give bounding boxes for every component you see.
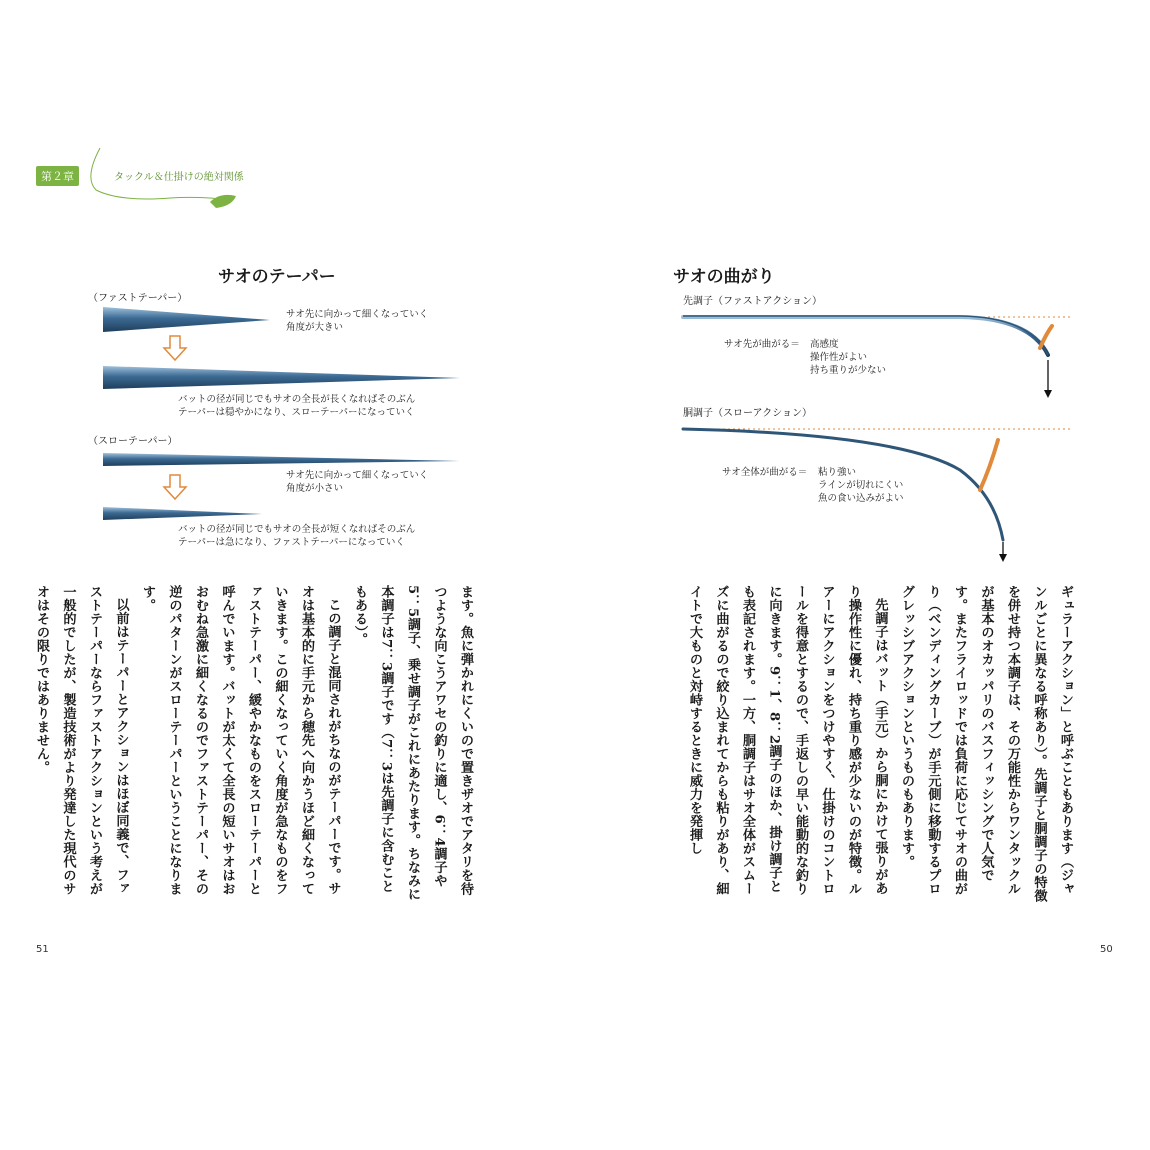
page-number-right: 50 [1100, 944, 1113, 955]
down-arrow-icon [164, 336, 186, 360]
body-paragraph: 先調子はバット（手元）から胴にかけて張りがあり操作性に優れ、持ち重り感が少ないのが特徴。ルアーにアクションをつけやすく、仕掛けのコントロールを得意とするので、手返しの早い能動的な釣りに向きます。9：1、8：2調子のほか、掛け調子とも表記されます。一方、胴調子はサオ全体がスムーズに曲がるので絞り込まれてからも粘りがあり、細イトで大ものと対峙するときに威力を発揮し [687, 585, 888, 896]
bend-arrow-icon [980, 440, 998, 490]
body-paragraph: ます。魚に弾かれにくいので置きザオでアタリを待つような向こうアワセの釣りに適し、6：4調子や5：5調子、乗せ調子がこれにあたります。ちなみに本調子は7：3調子です（7：3は先調子に含むこともある）。 [352, 585, 473, 901]
chapter-badge: 第２章 [36, 166, 79, 186]
rod-slow-taper [103, 453, 460, 466]
fast-action-note-lead: サオ先が曲がる＝ [724, 339, 800, 350]
body-paragraph: 以前はテーパーとアクションはほぼ同義で、ファストテーパーならファストアクションという考えが一般的でしたが、製造技術がより発達した現代のサオはその限りではありません。 [34, 585, 129, 896]
left-body-text [34, 585, 478, 905]
fast-long-note: バットの径が同じでもサオの全長が長くなればそのぶん テーパーは穏やかになり、スローテーパーになっていく [178, 394, 416, 418]
rod-fast-long [103, 366, 460, 389]
arrow-down-icon [999, 554, 1007, 562]
slow-taper-note: サオ先に向かって細くなっていく 角度が小さい [286, 470, 429, 494]
fast-taper-note: サオ先に向かって細くなっていく 角度が大きい [286, 309, 429, 333]
down-arrow-icon [164, 475, 186, 499]
chapter-leaf-icon [210, 195, 236, 208]
slow-action-label: 胴調子（スローアクション） [683, 408, 812, 419]
right-body-text [658, 585, 1078, 905]
slow-short-note: バットの径が同じでもサオの全長が短くなればそのぶん テーパーは急になり、ファストテーパーになっていく [178, 524, 416, 548]
arrow-down-icon [1044, 390, 1052, 398]
right-figure-title: サオの曲がり [673, 267, 775, 287]
slow-action-notes: 粘り強い ラインが切れにくい 魚の食い込みがよい [818, 467, 904, 504]
slow-action-note-lead: サオ全体が曲がる＝ [722, 467, 808, 478]
slow-taper-label: （スローテーパー） [88, 436, 178, 447]
page-number-left: 51 [36, 944, 49, 955]
chapter-vine-line [91, 148, 230, 200]
rod-fast-taper [103, 307, 270, 332]
body-paragraph: ギュラーアクション」と呼ぶこともあります（ジャンルごとに異なる呼称あり）。先調子と胴調子の特徴を併せ持つ本調子は、その万能性からワンタックルが基本のオカッパリのバスフィッシングで人気です。またフライロッドでは負荷に応じてサオの曲がり（ベンディングカーブ）が手元側に移動するプログレッシブアクションというものもあります。 [899, 585, 1073, 903]
chapter-title: タックル＆仕掛けの絶対関係 [114, 172, 244, 183]
fast-action-notes: 高感度 操作性がよい 持ち重りが少ない [810, 339, 887, 376]
rod-slow-short [103, 507, 262, 520]
body-paragraph: この調子と混同されがちなのがテーパーです。サオは基本的に手元から穂先へ向かうほど細くなっていきます。この細くなっていく角度が急なものをファストテーパー、緩やかなものをスローテーパーと呼んでいます。バットが太くて全長の短いサオはおおむね急激に細くなるのでファストテーパー、その逆のパターンがスローテーパーということになります。 [140, 585, 341, 896]
fast-taper-label: （ファストテーパー） [88, 293, 188, 304]
left-figure-title: サオのテーパー [218, 267, 336, 287]
bend-arrow-icon [1040, 326, 1052, 348]
fast-action-label: 先調子（ファストアクション） [683, 296, 822, 307]
